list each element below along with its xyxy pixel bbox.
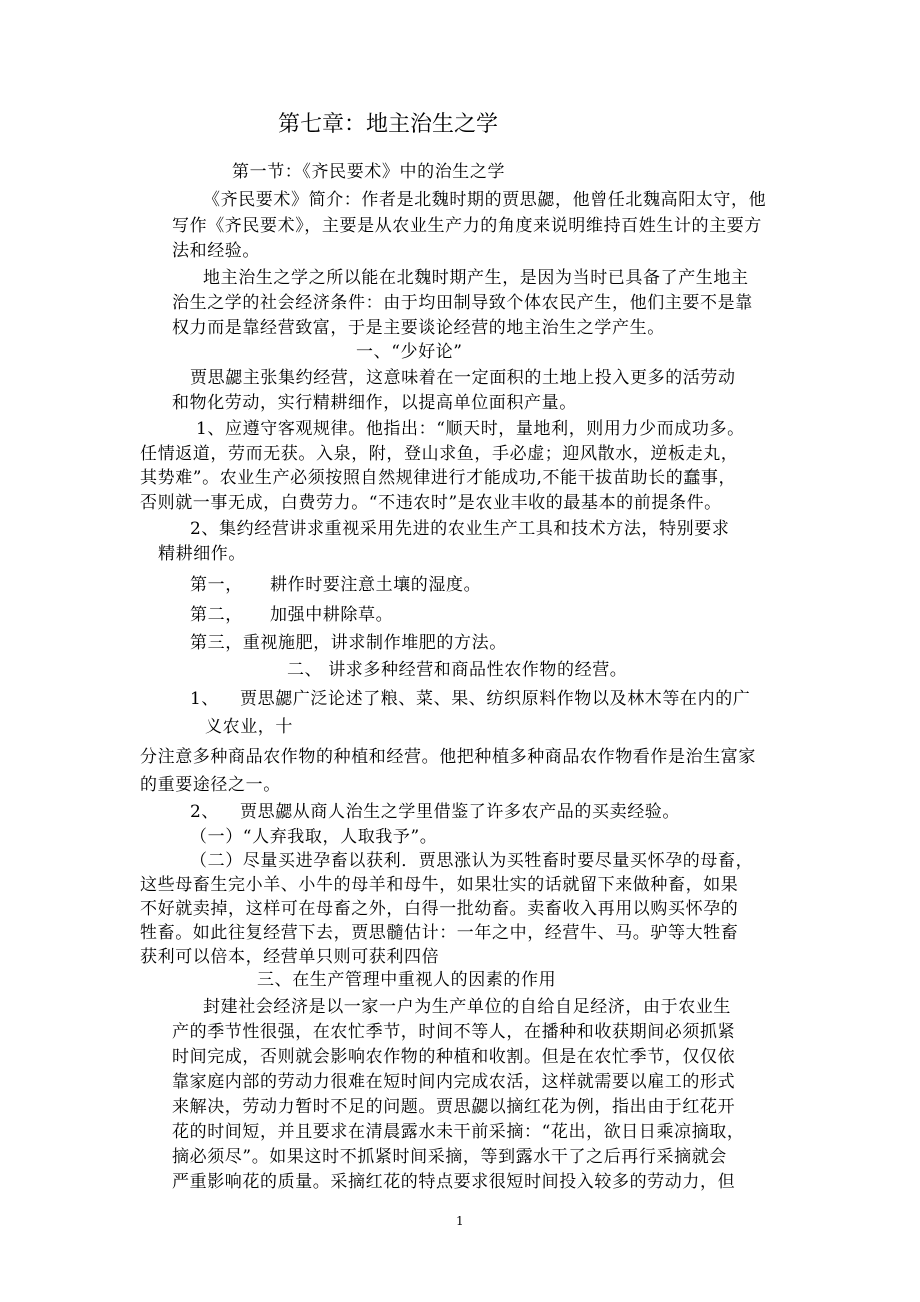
sub-item-2-line-5: 获利可以倍本，经营单只则可获利四倍: [140, 947, 440, 967]
h3-line-2: 产的季节性很强，在农忙季节，时间不等人，在播种和收获期间必须抓紧: [172, 1022, 736, 1042]
first-item-text: 耕作时要注意土壤的湿度。: [270, 575, 482, 595]
h2-item-2-text: 贾思勰从商人治生之学里借鉴了许多农产品的买卖经验。: [240, 802, 680, 822]
sub-item-2-line-4: 牲畜。如此往复经营下去，贾思髓估计：一年之中，经营牛、马。驴等大牲畜: [140, 923, 739, 943]
second-item-label: 第二，: [190, 605, 243, 625]
third-item: 第三，重视施肥，讲求制作堆肥的方法。: [190, 633, 507, 653]
point-1-line-1: 1、应遵守客观规律。他指出：“顺天时，量地利，则用力少而成功多。: [196, 419, 745, 439]
reason-line-1: 地主治生之学之所以能在北魏时期产生，是因为当时已具备了产生地主: [203, 268, 749, 288]
point-1-line-4: 否则就一事无成，白费劳力。“不违农时”是农业丰收的最基本的前提条件。: [140, 493, 722, 513]
reason-line-3: 权力而是靠经营致富，于是主要谈论经营的地主治生之学产生。: [172, 318, 665, 338]
heading-two: 二、 讲求多种经营和商品性农作物的经营。: [287, 660, 628, 680]
section-heading: 第一节：《齐民要术》中的治生之学: [232, 162, 506, 182]
heading-three: 三、在生产管理中重视人的因素的作用: [257, 970, 557, 990]
point-2-line-2: 精耕细作。: [158, 544, 246, 564]
h2-item-1-number: 1、: [190, 689, 220, 709]
first-item-label: 第一，: [190, 575, 243, 595]
point-2-line-1: 2、集约经营讲求重视采用先进的农业生产工具和技术方法，特别要求: [190, 519, 730, 539]
sub-item-1: （一）“人弃我取，人取我予”。: [190, 827, 438, 847]
h3-line-5: 来解决，劳动力暂时不足的问题。贾思勰以摘红花为例，指出由于红花开: [172, 1097, 736, 1117]
h3-line-6: 花的时间短，并且要求在清晨露水未干前采摘：“花出，欲日日乘凉摘取，: [172, 1122, 745, 1142]
sub-item-2-line-3: 不好就卖掉，这样可在母畜之外，白得一批幼畜。卖畜收入再用以购买怀孕的: [140, 899, 739, 919]
sub-item-2-line-1: （二）尽量买进孕畜以获利．贾思涨认为买牲畜时要尽量买怀孕的母畜，: [190, 851, 754, 871]
heading-one: 一、“少好论”: [356, 342, 463, 362]
h2-item-1-tail-line-2: 的重要途径之一。: [140, 775, 281, 795]
h2-item-1-continuation: 义农业，十: [205, 717, 293, 737]
h1-intro-line-2: 和物化劳动，实行精耕细作，以提高单位面积产量。: [172, 393, 577, 413]
h2-item-1-text: 贾思勰广泛论述了粮、菜、果、纺织原料作物以及林木等在内的广: [240, 689, 751, 709]
sub-item-2-line-2: 这些母畜生完小羊、小牛的母羊和母牛，如果壮实的话就留下来做种畜，如果: [140, 875, 739, 895]
h3-line-4: 靠家庭内部的劳动力很难在短时间内完成农活，这样就需要以雇工的形式: [172, 1072, 736, 1092]
second-item-text: 加强中耕除草。: [270, 605, 394, 625]
intro-line-1: 《齐民要术》简介：作者是北魏时期的贾思勰，他曾任北魏高阳太守，他: [203, 190, 767, 210]
h1-intro-line-1: 贾思勰主张集约经营，这意味着在一定面积的土地上投入更多的活劳动: [190, 368, 736, 388]
chapter-title: 第七章：地主治生之学: [278, 112, 499, 137]
h3-line-8: 严重影响花的质量。采摘红花的特点要求很短时间投入较多的劳动力，但: [172, 1172, 736, 1192]
reason-line-2: 治生之学的社会经济条件：由于均田制导致个体农民产生，他们主要不是靠: [172, 293, 753, 313]
h3-line-1: 封建社会经济是以一家一户为生产单位的自给自足经济，由于农业生: [203, 997, 731, 1017]
point-1-line-2: 任情返道，劳而无获。入泉，附，登山求鱼，手必虚；迎风散水，逆板走丸，: [140, 444, 739, 464]
page-number: 1: [456, 1214, 464, 1228]
h3-line-3: 时间完成，否则就会影响农作物的种植和收割。但是在农忙季节，仅仅依: [172, 1047, 736, 1067]
h2-item-2-number: 2、: [190, 802, 220, 822]
intro-line-2: 写作《齐民要术》，主要是从农业生产力的角度来说明维持百姓生计的主要方: [172, 216, 762, 236]
intro-line-3: 法和经验。: [172, 241, 260, 261]
h2-item-1-tail-line-1: 分注意多种商品农作物的种植和经营。他把种植多种商品农作物看作是治生富家: [140, 747, 756, 767]
point-1-line-3: 其势难”。农业生产必须按照自然规律进行才能成功,不能干拔苗助长的蠢事，: [140, 468, 737, 488]
h3-line-7: 摘必须尽”。如果这时不抓紧时间采摘，等到露水干了之后再行采摘就会: [172, 1147, 727, 1167]
